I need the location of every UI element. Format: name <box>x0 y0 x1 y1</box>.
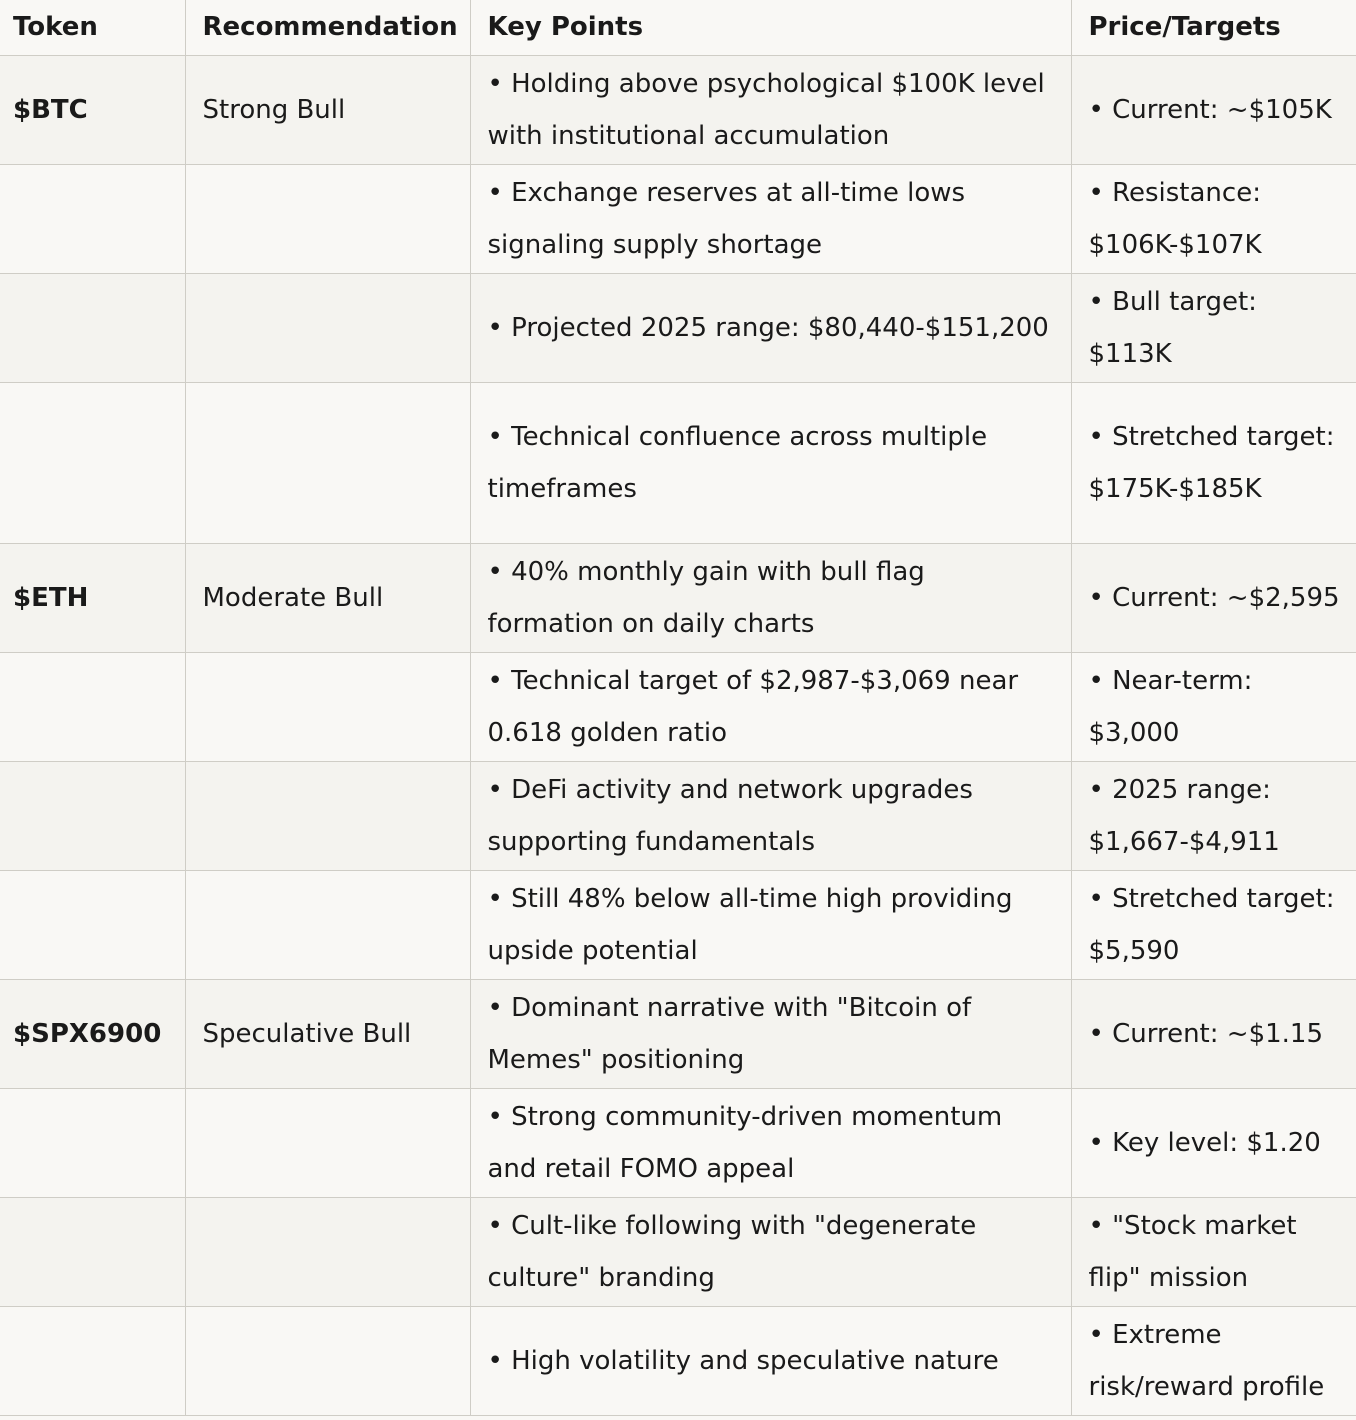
token-cell <box>0 1197 185 1306</box>
table-row <box>0 652 1356 761</box>
table-row <box>0 761 1356 870</box>
token-cell <box>0 652 185 761</box>
token-cell <box>0 382 185 543</box>
recommendation-cell <box>185 761 470 870</box>
target-cell: • Current: ~$1.15 <box>1071 979 1356 1088</box>
token-cell <box>0 273 185 382</box>
header-key-points: Key Points <box>470 0 1071 55</box>
key-point-cell: • Dominant narrative with "Bitcoin of Memes" positioning <box>470 979 1071 1088</box>
token-cell: $BTC <box>0 55 185 164</box>
table-row <box>0 55 1356 164</box>
target-cell: • Resistance: $106K-$107K <box>1071 164 1356 273</box>
key-point-cell: • Still 48% below all-time high providing upside potential <box>470 870 1071 979</box>
recommendation-cell <box>185 273 470 382</box>
key-point-cell: • 40% monthly gain with bull flag formation on daily charts <box>470 543 1071 652</box>
header-token: Token <box>0 0 185 55</box>
recommendation-cell <box>185 870 470 979</box>
header-recommendation: Recommendation <box>185 0 470 55</box>
token-cell <box>0 1088 185 1197</box>
token-cell <box>0 164 185 273</box>
table-row <box>0 543 1356 652</box>
recommendation-cell <box>185 1088 470 1197</box>
target-cell: • Bull target: $113K <box>1071 273 1356 382</box>
table-row <box>0 164 1356 273</box>
target-cell: • Current: ~$2,595 <box>1071 543 1356 652</box>
key-point-cell: • Technical target of $2,987-$3,069 near 0.618 golden ratio <box>470 652 1071 761</box>
recommendation-cell <box>185 164 470 273</box>
table-row <box>0 979 1356 1088</box>
target-cell: • Near-term: $3,000 <box>1071 652 1356 761</box>
recommendation-cell <box>185 1306 470 1415</box>
key-point-cell: • Projected 2025 range: $80,440-$151,200 <box>470 273 1071 382</box>
target-cell: • Key level: $1.20 <box>1071 1088 1356 1197</box>
key-point-cell: • High volatility and speculative nature <box>470 1306 1071 1415</box>
recommendation-cell: Speculative Bull <box>185 979 470 1088</box>
key-point-cell: • DeFi activity and network upgrades supporting fundamentals <box>470 761 1071 870</box>
recommendation-cell: Moderate Bull <box>185 543 470 652</box>
table-row <box>0 1197 1356 1306</box>
target-cell: • "Stock market flip" mission <box>1071 1197 1356 1306</box>
token-cell: $SPX6900 <box>0 979 185 1088</box>
key-point-cell: • Strong community-driven momentum and retail FOMO appeal <box>470 1088 1071 1197</box>
token-cell <box>0 1306 185 1415</box>
target-cell: • Stretched target: $5,590 <box>1071 870 1356 979</box>
target-cell: • Extreme risk/reward profile <box>1071 1306 1356 1415</box>
table-row <box>0 382 1356 543</box>
table-row <box>0 1088 1356 1197</box>
target-cell: • 2025 range: $1,667-$4,911 <box>1071 761 1356 870</box>
table-row <box>0 273 1356 382</box>
token-cell <box>0 870 185 979</box>
key-point-cell: • Technical confluence across multiple timeframes <box>470 382 1071 543</box>
key-point-cell: • Exchange reserves at all-time lows signaling supply shortage <box>470 164 1071 273</box>
key-point-cell: • Holding above psychological $100K level with institutional accumulation <box>470 55 1071 164</box>
recommendation-cell <box>185 652 470 761</box>
target-cell: • Stretched target: $175K-$185K <box>1071 382 1356 543</box>
table-row <box>0 870 1356 979</box>
target-cell: • Current: ~$105K <box>1071 55 1356 164</box>
token-cell: $ETH <box>0 543 185 652</box>
recommendation-cell <box>185 382 470 543</box>
table-header-row <box>0 0 1356 55</box>
key-point-cell: • Cult-like following with "degenerate culture" branding <box>470 1197 1071 1306</box>
token-cell <box>0 761 185 870</box>
header-price-targets: Price/Targets <box>1071 0 1356 55</box>
recommendation-cell: Strong Bull <box>185 55 470 164</box>
recommendation-cell <box>185 1197 470 1306</box>
table-row <box>0 1306 1356 1415</box>
